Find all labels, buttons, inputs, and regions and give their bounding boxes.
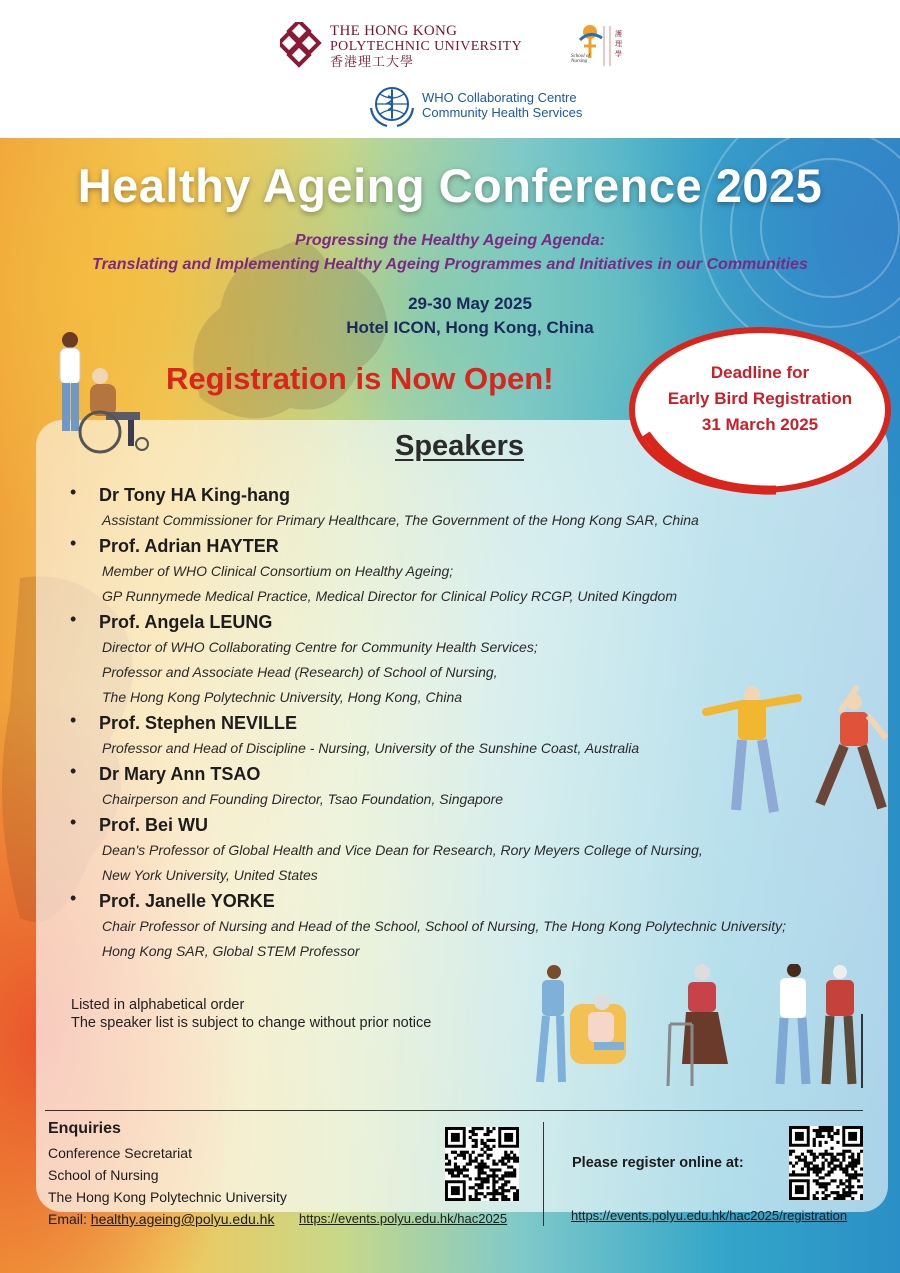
- speakers-heading: Speakers: [395, 430, 524, 462]
- polyu-name-line1: THE HONG KONG: [330, 23, 458, 39]
- qr-code-icon[interactable]: [445, 1127, 519, 1201]
- speaker-list: [70, 482, 790, 964]
- who-emblem-icon: [367, 82, 417, 128]
- dancing-seniors-illustration: [702, 682, 892, 830]
- speaker-affiliation: Hong Kong SAR, Global STEM Professor: [102, 943, 360, 959]
- polyu-name-line2: POLYTECHNIC UNIVERSITY: [330, 39, 523, 54]
- svg-text:理: 理: [615, 40, 622, 48]
- notes-line1: Listed in alphabetical order: [71, 997, 245, 1013]
- enquiries-line: Conference Secretariat: [48, 1145, 192, 1161]
- school-of-nursing-logo-text: School of Nursing: [571, 54, 590, 64]
- speaker-notes: [71, 996, 431, 1032]
- who-centre-line1: WHO Collaborating Centre: [422, 90, 577, 105]
- speaker-affiliation: New York University, United States: [102, 867, 318, 883]
- speaker-name: • Prof. Stephen NEVILLE: [99, 713, 298, 733]
- footer-vertical-divider: [543, 1122, 544, 1226]
- speaker-name: • Prof. Angela LEUNG: [99, 612, 273, 632]
- conference-venue: Hotel ICON, Hong Kong, China: [346, 318, 594, 337]
- speaker-affiliation: The Hong Kong Polytechnic University, Hong Kong, China: [102, 689, 463, 705]
- speaker-affiliation: Member of WHO Clinical Consortium on Healthy Ageing;: [102, 563, 454, 579]
- polyu-name-chinese: 香港理工大學: [330, 54, 415, 69]
- speaker-item: [70, 710, 790, 761]
- conference-title: Healthy Ageing Conference 2025: [77, 159, 823, 212]
- speaker-name: • Dr Tony HA King-hang: [99, 485, 290, 505]
- speaker-affiliation: GP Runnymede Medical Practice, Medical Director for Clinical Policy RCGP, United Kingdom: [102, 588, 677, 604]
- enquiries-line: The Hong Kong Polytechnic University: [48, 1189, 287, 1205]
- svg-text:學: 學: [615, 50, 622, 58]
- registration-open-banner: Registration is Now Open!: [166, 361, 554, 396]
- speaker-name: • Dr Mary Ann TSAO: [99, 764, 261, 784]
- enquiries-line: School of Nursing: [48, 1167, 159, 1183]
- register-prompt: Please register online at:: [572, 1155, 744, 1171]
- enquiries-email-row: [48, 1211, 274, 1227]
- speaker-affiliation: Professor and Head of Discipline - Nursing, University of the Sunshine Coast, Australia: [102, 740, 640, 756]
- deadline-text: [640, 360, 880, 438]
- speaker-affiliation: Director of WHO Collaborating Centre for Community Health Services;: [102, 639, 538, 655]
- who-centre-line2: Community Health Services: [422, 105, 583, 120]
- speaker-affiliation: Dean's Professor of Global Health and Vice Dean for Research, Rory Meyers College of Nursing,: [102, 842, 703, 858]
- speaker-affiliation: Assistant Commissioner for Primary Healthcare, The Government of the Hong Kong SAR, China: [102, 512, 699, 528]
- svg-text:護: 護: [615, 30, 622, 38]
- enquiries-heading: Enquiries: [48, 1120, 121, 1137]
- polyu-name: [330, 24, 522, 69]
- email-link[interactable]: healthy.ageing@polyu.edu.hk: [90, 1211, 275, 1227]
- registration-link[interactable]: https://events.polyu.edu.hk/hac2025/registration: [571, 1208, 848, 1223]
- qr-code-icon[interactable]: [789, 1126, 863, 1200]
- speaker-name: • Prof. Bei WU: [99, 815, 209, 835]
- website-link[interactable]: https://events.polyu.edu.hk/hac2025: [299, 1211, 508, 1226]
- caregivers-with-seniors-illustration: [522, 964, 868, 1092]
- deadline-line1: Deadline for: [710, 363, 810, 382]
- poster: [0, 138, 900, 1273]
- caregiver-wheelchair-illustration: [44, 328, 162, 456]
- polyu-logo-icon: [280, 22, 326, 68]
- deadline-line3: 31 March 2025: [701, 415, 819, 434]
- header: [0, 0, 900, 138]
- speaker-item: [70, 533, 790, 609]
- speaker-item: [70, 482, 790, 533]
- who-centre-name: [422, 90, 582, 120]
- speaker-name: • Prof. Adrian HAYTER: [99, 536, 279, 556]
- speaker-affiliation: Chairperson and Founding Director, Tsao Foundation, Singapore: [102, 791, 504, 807]
- speaker-item: [70, 888, 790, 964]
- email-label: Email:: [48, 1211, 91, 1227]
- notes-line2: The speaker list is subject to change without prior notice: [71, 1015, 432, 1031]
- deadline-line2: Early Bird Registration: [667, 389, 853, 408]
- conference-date: 29-30 May 2025: [408, 294, 532, 313]
- conference-subtitle-line1: Progressing the Healthy Ageing Agenda:: [295, 232, 605, 249]
- speaker-item: [70, 609, 790, 710]
- speaker-affiliation: Professor and Associate Head (Research) of School of Nursing,: [102, 664, 498, 680]
- speaker-affiliation: Chair Professor of Nursing and Head of the School, School of Nursing, The Hong Kong Polytechnic University;: [102, 918, 787, 934]
- speaker-item: [70, 761, 790, 812]
- footer-divider-line: [45, 1110, 863, 1111]
- speaker-item: [70, 812, 790, 888]
- conference-subtitle-line2: Translating and Implementing Healthy Ageing Programmes and Initiatives in our Communities: [92, 256, 808, 273]
- speaker-name: • Prof. Janelle YORKE: [99, 891, 275, 911]
